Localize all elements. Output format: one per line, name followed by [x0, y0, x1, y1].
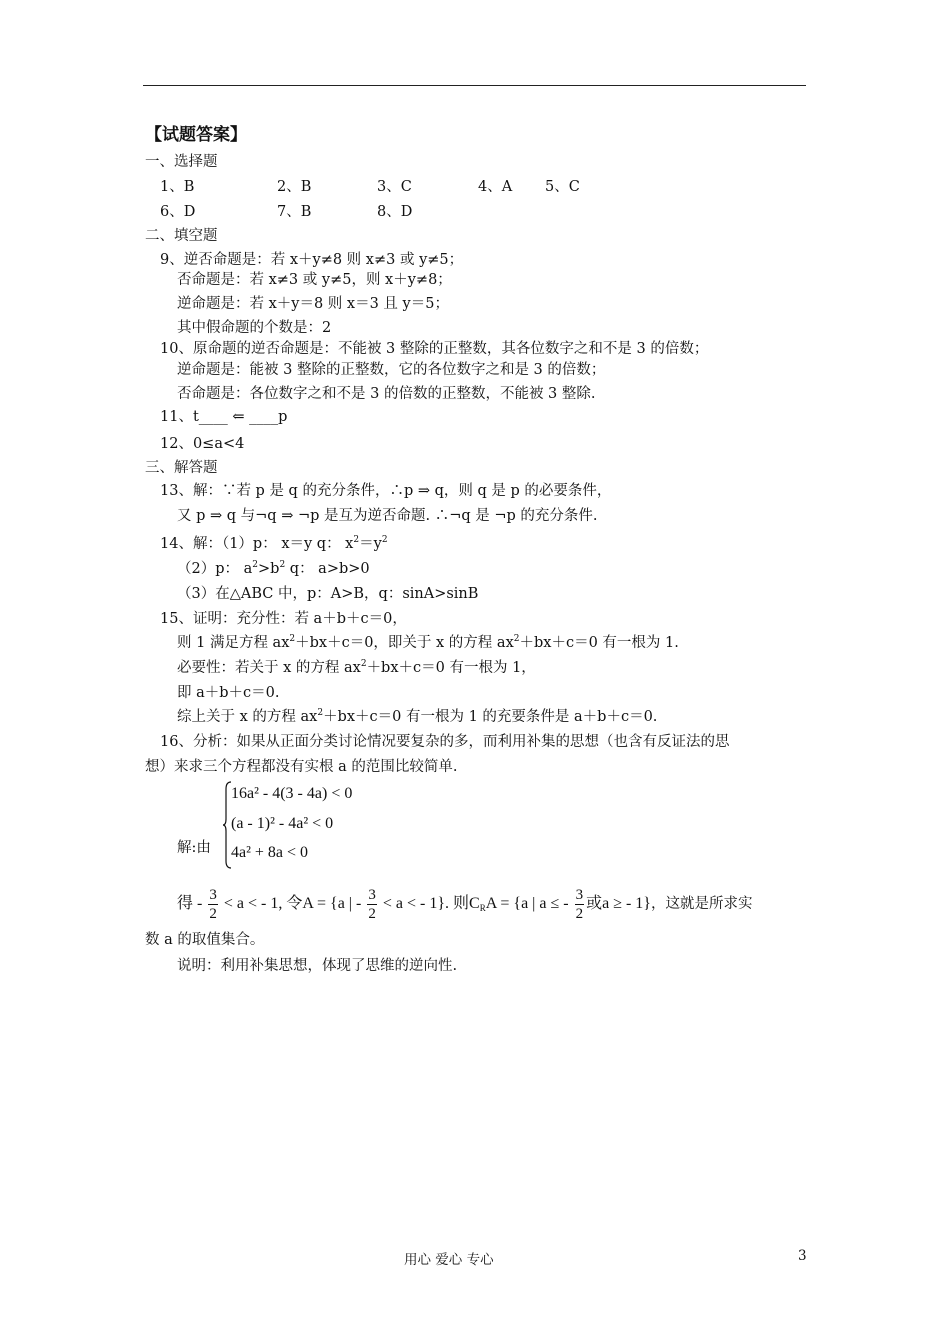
- q15-line5: 综上关于 x 的方程 $ax^2+bx+c=0$ 有一根为 1 的充要条件是 a＋b＋c＝0.: [177, 708, 658, 725]
- answer-5: 5、C: [545, 179, 580, 195]
- answer-2: 2、B: [277, 179, 312, 195]
- q15-line1: 15、证明：充分性：若 a＋b＋c＝0，: [160, 611, 407, 627]
- q14-line2: （2）p： $a^2>b^2$ q： a>b>0: [177, 560, 370, 577]
- q9-line3: 逆命题是：若 x＋y＝8 则 x＝3 且 y＝5；: [177, 296, 449, 312]
- q15-line3: 必要性：若关于 x 的方程 $ax^2+bx+c=0$ 有一根为 1，: [177, 659, 536, 676]
- section-title: 【试题答案】: [145, 125, 247, 145]
- system-eq-2: (a - 1)² - 4a² < 0: [231, 815, 334, 832]
- q9-line4: 其中假命题的个数是：2: [177, 320, 332, 336]
- answer-4: 4、A: [478, 179, 513, 195]
- result-line2: 数 a 的取值集合。: [145, 932, 265, 948]
- q15-line2: 则 1 满足方程 $ax^2+bx+c=0$，即关于 x 的方程 $ax^2+bx+c=0$ 有一根为 1.: [177, 634, 679, 651]
- answer-3: 3、C: [377, 179, 412, 195]
- q11-line: 11、t____ ⇐ ____p: [160, 409, 288, 425]
- answer-1: 1、B: [160, 179, 195, 195]
- answer-7: 7、B: [277, 204, 312, 220]
- footer-motto: 用心 爱心 专心: [404, 1252, 494, 1268]
- note-line: 说明：利用补集思想，体现了思维的逆向性.: [177, 958, 458, 974]
- q10-line1: 10、原命题的逆否命题是：不能被 3 整除的正整数，其各位数字之和不是 3 的倍数；: [160, 341, 709, 357]
- answer-6: 6、D: [160, 204, 196, 220]
- q9-line1: 9、逆否命题是：若 x＋y≠8 则 x≠3 或 y≠5；: [160, 252, 464, 268]
- q16-line1: 16、分析：如果从正面分类讨论情况要复杂的多，而利用补集的思想（也含有反证法的思: [160, 734, 730, 750]
- q13-line2: 又 p ⇒ q 与¬q ⇒ ¬p 是互为逆否命题. ∴¬q 是 ¬p 的充分条件.: [177, 508, 598, 524]
- q13-line1: 13、解：∵若 p 是 q 的充分条件，∴p ⇒ q，则 q 是 p 的必要条件，: [160, 483, 612, 499]
- page-number: 3: [798, 1248, 807, 1264]
- fraction-2: $\frac{3}{2}$: [368, 887, 376, 922]
- q10-line3: 否命题是：各位数字之和不是 3 的倍数的正整数，不能被 3 整除.: [177, 386, 596, 402]
- q9-line2: 否命题是：若 x≠3 或 y≠5，则 x＋y≠8；: [177, 272, 452, 288]
- result-line: 得 - $\frac{3}{2}$ < a < - 1, 令A = {a | - $\frac{3}{2}$ < a < - 1}. 则$C_RA = \{a$ | a ≤ - $\frac{3}{2}$ 或a ≥ - 1}，这就是所求实: [177, 887, 753, 922]
- inequality-system: [223, 781, 393, 869]
- part1-heading: 一、选择题: [145, 154, 218, 170]
- q14-line3: （3）在△ABC 中，p：A>B，q：sinA>sinB: [177, 586, 479, 602]
- system-eq-1: 16a² - 4(3 - 4a) < 0: [231, 785, 353, 802]
- q10-line2: 逆命题是：能被 3 整除的正整数，它的各位数字之和是 3 的倍数；: [177, 362, 606, 378]
- fraction-3: $\frac{3}{2}$: [575, 887, 584, 922]
- solve-label: 解:由: [177, 840, 211, 856]
- q15-line4: 即 a＋b＋c＝0.: [177, 685, 280, 701]
- system-eq-3: 4a² + 8a < 0: [231, 844, 309, 861]
- fraction-1: $\frac{3}{2}$: [209, 887, 217, 922]
- part3-heading: 三、解答题: [145, 460, 218, 476]
- q12-line: 12、0≤a<4: [160, 436, 245, 452]
- part2-heading: 二、填空题: [145, 228, 218, 244]
- q16-line2: 想）来求三个方程都没有实根 a 的范围比较简单.: [145, 759, 458, 775]
- header-rule: [143, 85, 806, 86]
- q14-line1: 14、解：（1）p： x＝y q： $x^2=y^2$: [160, 535, 388, 552]
- answer-8: 8、D: [377, 204, 413, 220]
